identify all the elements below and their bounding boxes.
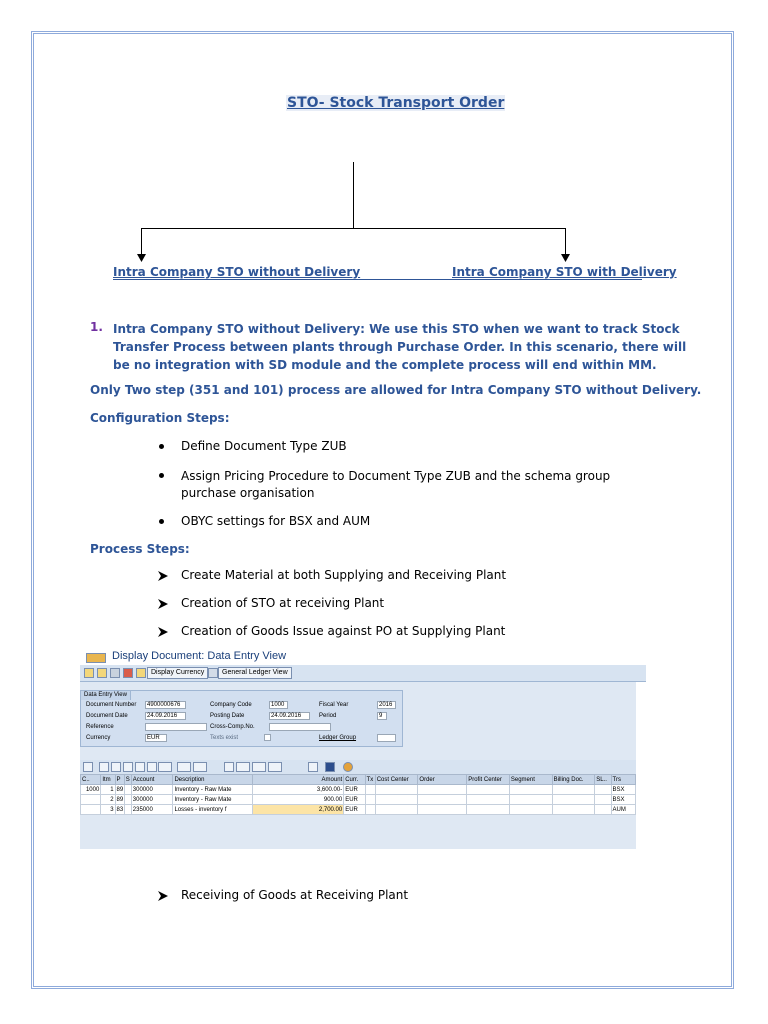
table-cell [509, 785, 552, 795]
table-cell: 235000 [131, 805, 173, 815]
table-cell: EUR [344, 795, 365, 805]
table-cell [124, 795, 131, 805]
table-row[interactable] [81, 785, 636, 795]
fiscal-year-label: Fiscal Year [319, 702, 349, 708]
currency-label: Currency [86, 735, 111, 741]
table-cell: Losses - inventory f [173, 805, 252, 815]
tree-stem [353, 162, 354, 228]
choose-layout-icon[interactable] [268, 762, 282, 772]
config-step: Assign Pricing Procedure to Document Type ZUB and the schema group purchase organisation [181, 469, 611, 500]
column-header[interactable]: Trs [611, 775, 636, 785]
table-cell [552, 795, 595, 805]
column-header[interactable]: Curr. [344, 775, 365, 785]
ledger-group-field[interactable] [377, 734, 396, 742]
arrow-bullet-icon [158, 599, 168, 609]
branch-right-label: Intra Company STO with Delivery [452, 265, 677, 279]
process-heading: Process Steps: [90, 542, 190, 556]
texts-exist-label: Texts exist [210, 735, 239, 741]
column-header[interactable]: Tx [366, 776, 374, 783]
column-header[interactable]: Account [131, 775, 173, 785]
tree-right-drop [565, 228, 566, 256]
branch-underline [113, 279, 642, 280]
column-header[interactable]: Segment [509, 775, 552, 785]
export-icon[interactable] [236, 762, 250, 772]
change-icon[interactable] [84, 668, 94, 678]
process-step: Creation of Goods Issue against PO at Supplying Plant [181, 624, 506, 638]
document-number-label: Document Number [86, 702, 137, 708]
table-cell [467, 785, 510, 795]
column-header[interactable]: Cost Center [375, 775, 418, 785]
column-header[interactable]: Profit Center [467, 775, 510, 785]
texts-exist-checkbox[interactable] [264, 734, 271, 741]
table-cell: Inventory - Raw Mate [173, 795, 252, 805]
table-cell [509, 805, 552, 815]
reference-label: Reference [86, 724, 114, 730]
period-label: Period [319, 713, 337, 719]
company-code-label: Company Code [210, 702, 252, 708]
ledger-icon[interactable] [208, 668, 218, 678]
print-icon[interactable] [99, 762, 109, 772]
two-step-note: Only Two step (351 and 101) process are allowed for Intra Company STO without Delivery. [90, 383, 702, 397]
arrow-down-icon [561, 254, 570, 262]
column-header[interactable]: Description [173, 775, 252, 785]
info-icon[interactable] [325, 762, 335, 772]
table-cell [595, 805, 611, 815]
table-cell: 900.00 [252, 795, 343, 805]
period-field[interactable]: 9 [377, 712, 387, 720]
document-date-field[interactable]: 24.09.2016 [145, 712, 186, 720]
arrow-bullet-icon [158, 571, 168, 581]
section-number: 1. [90, 320, 103, 334]
data-entry-view-panel [80, 690, 403, 747]
grid-toolbar [80, 760, 636, 774]
find-icon[interactable] [111, 762, 121, 772]
column-header[interactable]: Billing Doc. [552, 775, 595, 785]
process-step: Creation of STO at receiving Plant [181, 596, 385, 610]
ledger-group-label: Ledger Group [319, 735, 357, 741]
column-header[interactable]: C.. [81, 775, 101, 785]
currency-field[interactable]: EUR [145, 734, 167, 742]
bullet-icon [159, 473, 164, 478]
sap-window-title: Display Document: Data Entry View [112, 650, 287, 662]
arrow-bullet-icon [158, 891, 168, 901]
cross-comp-label: Cross-Comp.No. [210, 724, 255, 730]
column-header[interactable]: SL.. [595, 775, 611, 785]
document-number-field[interactable]: 4900000676 [145, 701, 186, 709]
table-cell: 2 [101, 795, 115, 805]
column-header[interactable]: Order [418, 775, 467, 785]
bullet-icon [159, 444, 164, 449]
line-items-table [80, 774, 636, 815]
sort-ascending-icon[interactable] [123, 762, 133, 772]
table-row[interactable] [81, 795, 636, 805]
table-cell [375, 795, 418, 805]
sap-body [80, 682, 636, 849]
table-cell [467, 805, 510, 815]
table-cell [418, 795, 467, 805]
print-preview-icon[interactable] [224, 762, 234, 772]
table-cell [124, 785, 131, 795]
company-code-field[interactable]: 1000 [269, 701, 288, 709]
final-process-step: Receiving of Goods at Receiving Plant [181, 888, 409, 902]
column-header[interactable]: Itm [101, 775, 115, 785]
table-cell: 3 [101, 805, 115, 815]
column-header[interactable]: Amount [252, 775, 343, 785]
page-title: STO- Stock Transport Order [287, 95, 505, 111]
config-step: OBYC settings for BSX and AUM [181, 514, 371, 528]
tree-left-drop [141, 228, 142, 256]
config-heading: Configuration Steps: [90, 411, 230, 425]
table-cell [509, 795, 552, 805]
overview-icon[interactable] [123, 668, 133, 678]
table-cell: 300000 [131, 785, 173, 795]
table-cell: 2,700.00 [252, 805, 343, 815]
column-header[interactable]: P [115, 775, 124, 785]
table-cell [81, 795, 101, 805]
general-ledger-view-button[interactable]: General Ledger View [218, 667, 292, 679]
table-cell [375, 785, 418, 795]
table-cell [365, 805, 375, 815]
table-cell: 1 [101, 785, 115, 795]
table-cell: BSX [611, 785, 636, 795]
document-date-label: Document Date [86, 713, 128, 719]
branch-left-label: Intra Company STO without Delivery [113, 265, 361, 279]
table-cell [81, 805, 101, 815]
posting-date-label: Posting Date [210, 713, 245, 719]
table-cell: EUR [344, 785, 365, 795]
table-cell: AUM [611, 805, 636, 815]
table-cell [595, 785, 611, 795]
table-cell [365, 795, 375, 805]
currency-icon[interactable] [136, 668, 146, 678]
cross-comp-field[interactable] [269, 723, 331, 731]
table-cell [418, 805, 467, 815]
other-document-icon[interactable] [97, 668, 107, 678]
table-cell [467, 795, 510, 805]
table-cell [595, 795, 611, 805]
sap-screenshot [80, 651, 646, 849]
process-step: Create Material at both Supplying and Receiving Plant [181, 568, 507, 582]
table-cell: EUR [344, 805, 365, 815]
arrow-down-icon [137, 254, 146, 262]
config-step: Define Document Type ZUB [181, 439, 347, 453]
document-icon [86, 653, 106, 663]
tree-horizontal [141, 228, 566, 229]
filter-dropdown-icon[interactable] [158, 762, 172, 772]
table-cell [375, 805, 418, 815]
table-cell: 83 [116, 806, 124, 813]
data-entry-view-tab[interactable]: Data Entry View [81, 691, 131, 700]
table-cell [418, 785, 467, 795]
sap-toolbar [80, 665, 646, 682]
fiscal-year-field[interactable]: 2016 [377, 701, 396, 709]
reference-field[interactable] [145, 723, 207, 731]
details-icon[interactable] [83, 762, 93, 772]
section-paragraph: Intra Company STO without Delivery: We use this STO when we want to track Stock Transfer Process between plants through Purchase Order. In this scenario, there will be no integration with SD module and the complete process will end within MM. [113, 322, 687, 372]
sap-title-bar [80, 651, 646, 665]
table-cell [552, 805, 595, 815]
table-cell: BSX [611, 795, 636, 805]
table-cell [552, 785, 595, 795]
layout-icon[interactable] [252, 762, 266, 772]
sort-descending-icon[interactable] [135, 762, 145, 772]
table-cell [124, 805, 131, 815]
table-cell: 1000 [81, 785, 101, 795]
table-row[interactable] [81, 805, 636, 815]
table-cell: Inventory - Raw Mate [173, 785, 252, 795]
table-header-row [81, 775, 636, 785]
table-cell [365, 785, 375, 795]
table-cell: 3,600.00- [252, 785, 343, 795]
subtotal-icon[interactable] [193, 762, 207, 772]
color-icon[interactable] [343, 762, 353, 772]
settings-icon[interactable] [110, 668, 120, 678]
display-currency-button[interactable]: Display Currency [147, 667, 208, 679]
filter-icon[interactable] [147, 762, 157, 772]
bullet-icon [159, 519, 164, 524]
table-cell: 89 [116, 796, 124, 803]
chart-icon[interactable] [308, 762, 318, 772]
posting-date-field[interactable]: 24.09.2016 [269, 712, 310, 720]
sum-icon[interactable] [177, 762, 191, 772]
table-cell: 300000 [131, 795, 173, 805]
arrow-bullet-icon [158, 627, 168, 637]
table-cell: 89 [116, 786, 124, 793]
column-header[interactable]: S [125, 776, 130, 783]
